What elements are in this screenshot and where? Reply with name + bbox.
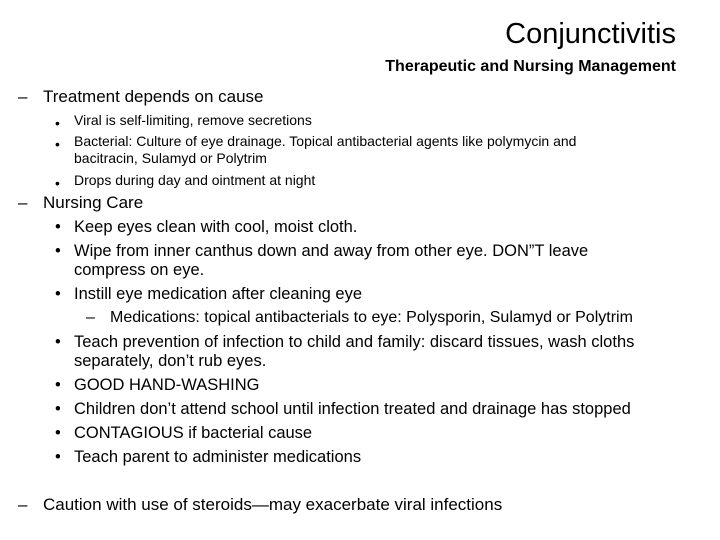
treatment-viral: Viral is self-limiting, remove secretions bbox=[74, 112, 312, 128]
bullet-marker: • bbox=[55, 175, 60, 191]
dash-marker: – bbox=[18, 87, 28, 106]
care-teach-prevention-cont: separately, don’t rub eyes. bbox=[74, 352, 267, 370]
care-hand-washing: GOOD HAND-WASHING bbox=[74, 376, 260, 394]
treatment-bacterial: Bacterial: Culture of eye drainage. Topical antibacterial agents like polymycin and bbox=[74, 133, 577, 149]
bullet-marker: • bbox=[55, 448, 61, 466]
bullet-marker: • bbox=[55, 400, 61, 418]
section-heading-caution: Caution with use of steroids—may exacerbate viral infections bbox=[43, 495, 503, 514]
care-instill: Instill eye medication after cleaning eye bbox=[74, 285, 362, 303]
care-wipe: Wipe from inner canthus down and away from other eye. DON”T leave bbox=[74, 242, 589, 260]
bullet-marker: • bbox=[55, 376, 61, 394]
slide-subtitle: Therapeutic and Nursing Management bbox=[385, 58, 676, 75]
section-heading-nursing-care: Nursing Care bbox=[43, 193, 144, 212]
bullet-marker: • bbox=[55, 242, 61, 260]
bullet-marker: • bbox=[55, 136, 60, 152]
care-keep-eyes-clean: Keep eyes clean with cool, moist cloth. bbox=[74, 218, 358, 236]
care-teach-prevention: Teach prevention of infection to child and family: discard tissues, wash cloths bbox=[74, 333, 635, 351]
bullet-marker: • bbox=[55, 333, 61, 351]
slide-title: Conjunctivitis bbox=[505, 18, 676, 50]
dash-marker: – bbox=[18, 193, 28, 212]
treatment-drops: Drops during day and ointment at night bbox=[74, 172, 316, 188]
care-wipe-cont: compress on eye. bbox=[74, 261, 205, 279]
section-heading-treatment: Treatment depends on cause bbox=[43, 87, 264, 106]
treatment-bacterial-cont: bacitracin, Sulamyd or Polytrim bbox=[74, 150, 267, 166]
care-medications: Medications: topical antibacterials to eye: Polysporin, Sulamyd or Polytrim bbox=[110, 309, 633, 326]
dash-marker: – bbox=[18, 495, 28, 514]
bullet-marker: • bbox=[55, 424, 61, 442]
bullet-marker: • bbox=[55, 285, 61, 303]
dash-marker: – bbox=[86, 309, 95, 326]
bullet-marker: • bbox=[55, 115, 60, 131]
care-contagious: CONTAGIOUS if bacterial cause bbox=[74, 424, 313, 442]
care-school: Children don’t attend school until infection treated and drainage has stopped bbox=[74, 400, 631, 418]
bullet-marker: • bbox=[55, 218, 61, 236]
care-teach-parent: Teach parent to administer medications bbox=[74, 448, 362, 466]
